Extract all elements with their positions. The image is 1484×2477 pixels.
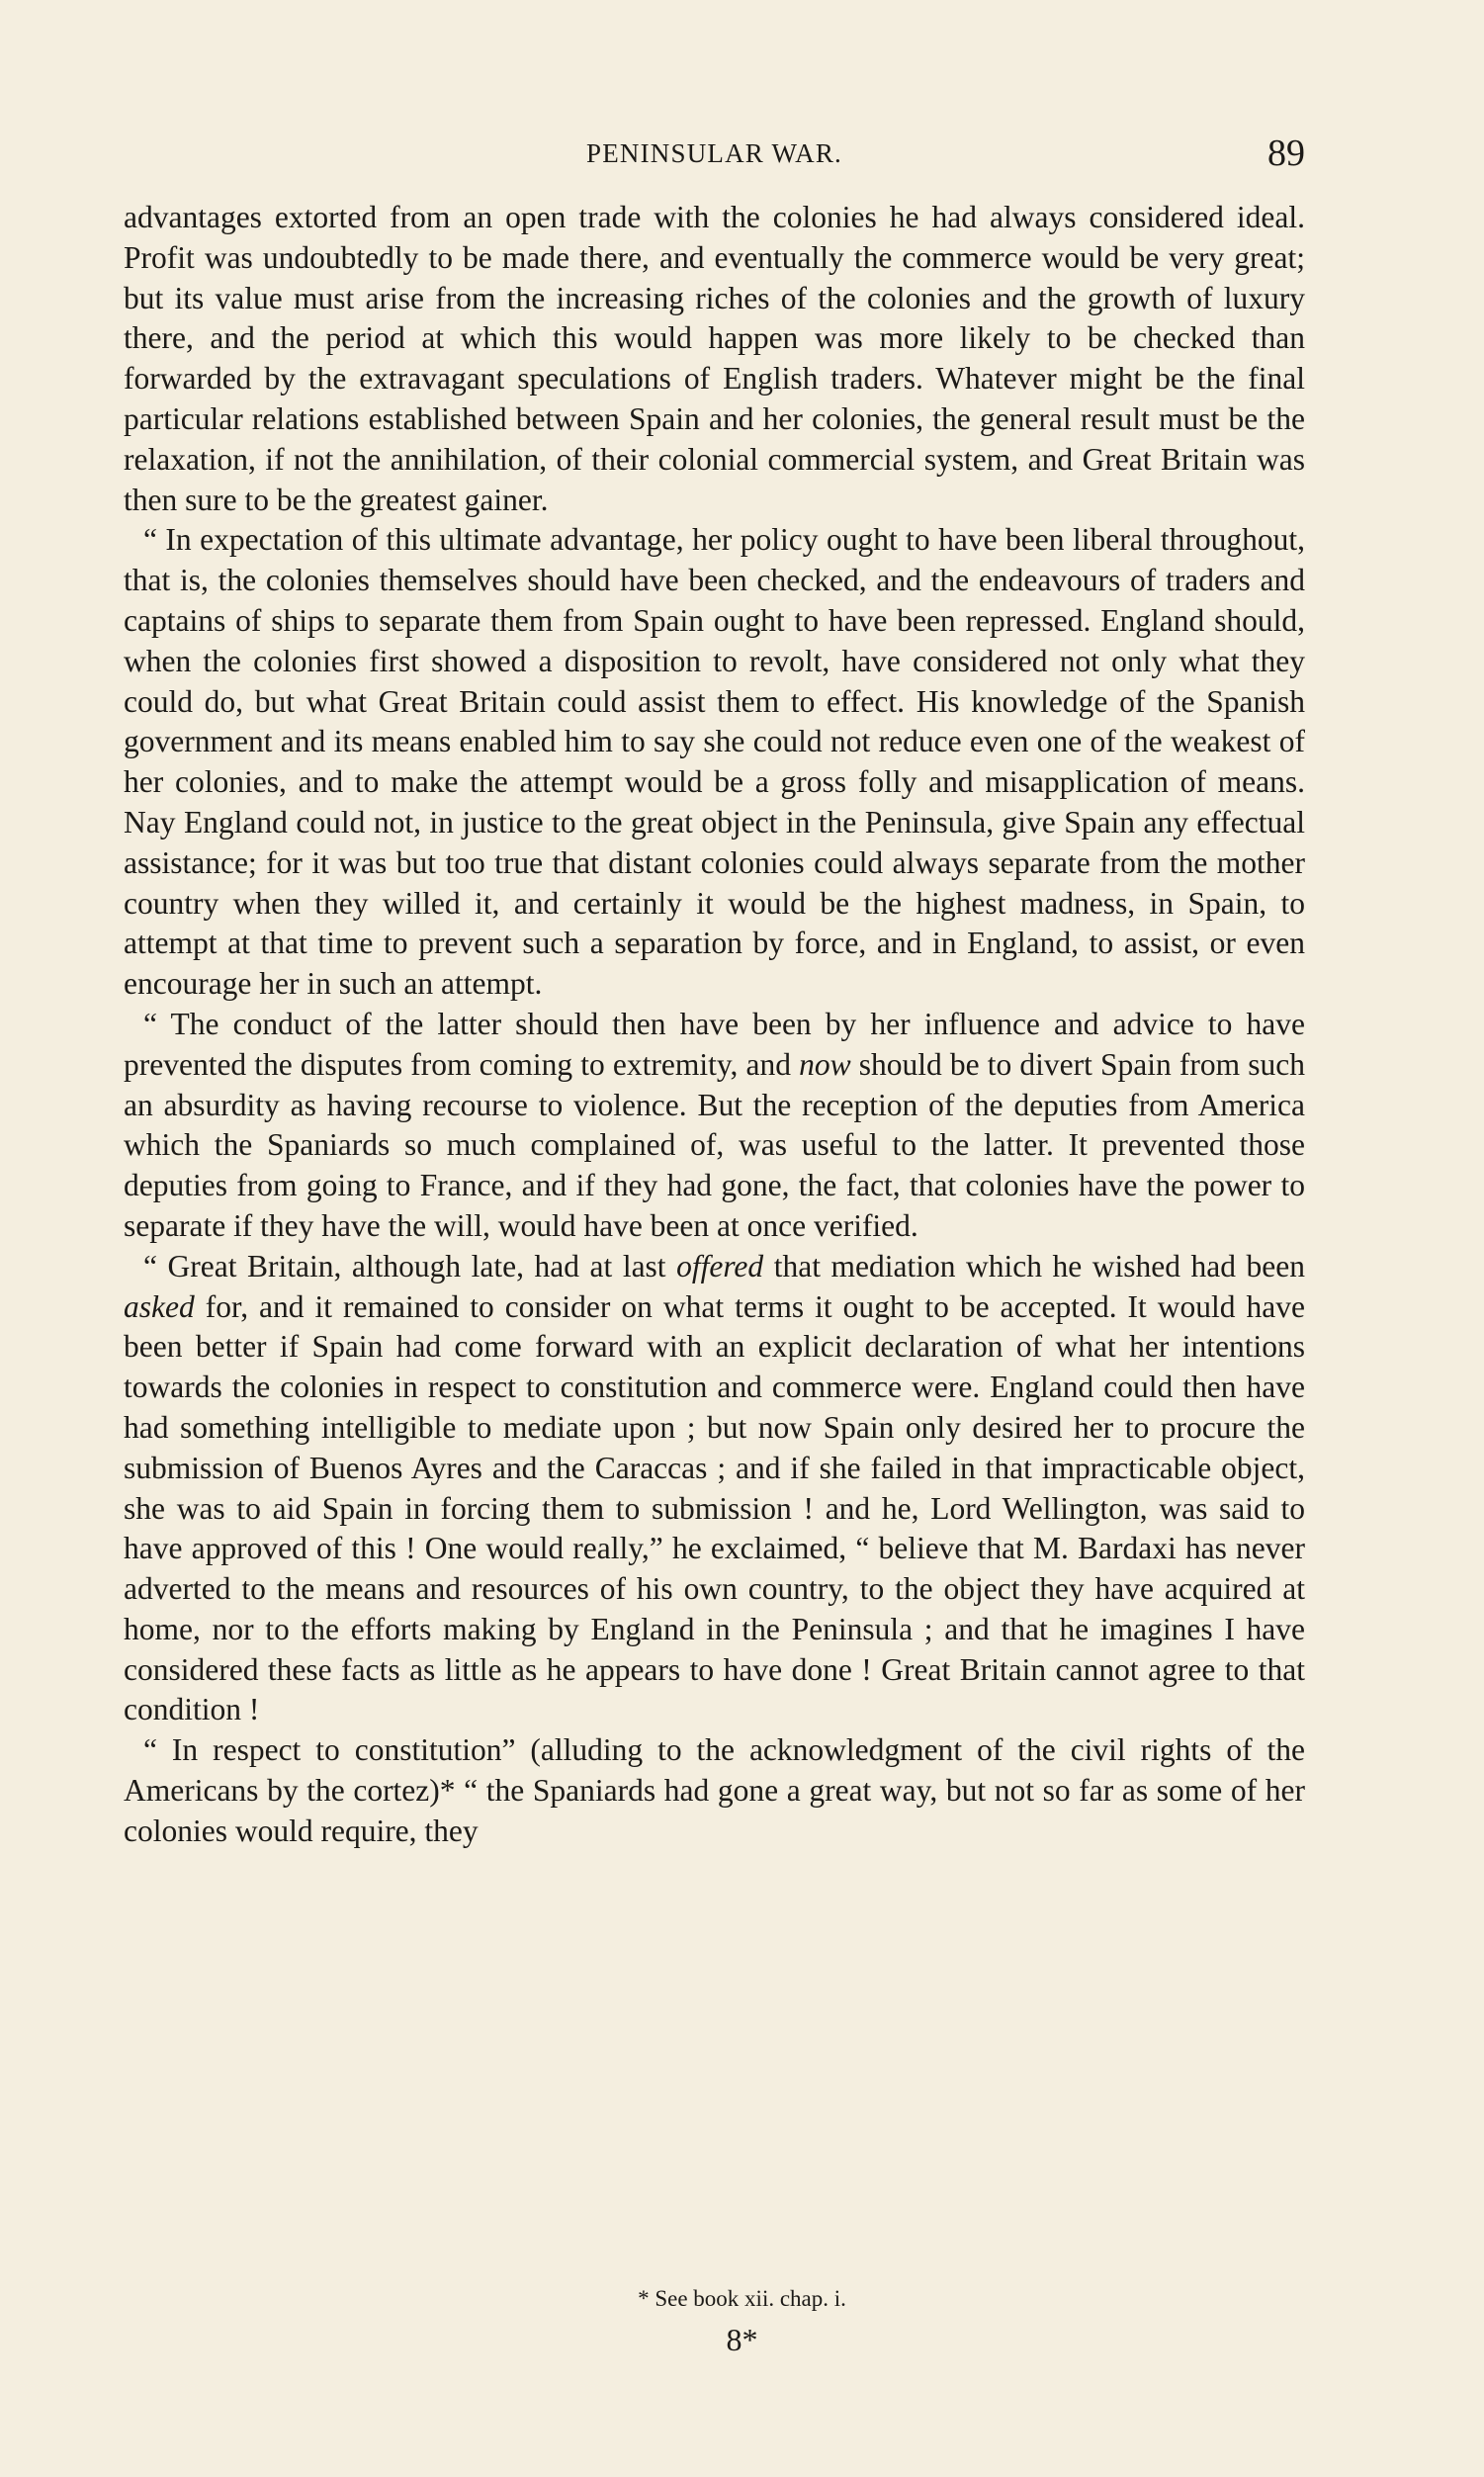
paragraph-4-text-after: for, and it remained to consider on what terms it ought to be accepted. It would have been better if Spain had come forward with an explicit declaration of what her intentions towards the colonies in respect to constitution and commerce were. England could then have had something intelligible to mediate upon ; but now Spain only desired her to procure the submission of Buenos Ayres and the Caraccas ; and if she failed in that impracticable object, she was to aid Spain in forcing them to submission ! and he, Lord Wellington, was said to have approved of this ! One would really,” he exclaimed, “ believe that M. Bardaxi has never adverted to the means and resources of his own country, to the object they have acquired at home, nor to the efforts making by England in the Peninsula ; and that he imagines I have considered these facts as little as he appears to have done ! Great Britain cannot agree to that condition ! [124, 1288, 1305, 1727]
paragraph-3-text-after: should be to divert Spain from such an absurdity as having recourse to violence. But the reception of the deputies from America which the Spaniards so much complained of, was useful to the latter. It prevented those deputies from going to France, and if they had gone, the fact, that colonies have the power to separate if they have the will, would have been at once verified. [124, 1046, 1305, 1243]
page-number: 89 [1267, 133, 1305, 174]
emphasis-offered: offered [676, 1248, 764, 1283]
paragraph-5: “ In respect to constitution” (alluding to the acknowledgment of the civil rights of the Americans by the cortez)* “ the Spaniards had gone a great way, but not so far as some of her colonies would require, they [124, 1732, 1305, 1848]
paragraph-4-text-before: “ Great Britain, although late, had at last [143, 1248, 677, 1283]
paragraph-3-text-before: “ The conduct of the latter should then have been by her influence and advice to have prevented the disputes from coming to extremity, and [124, 1006, 1305, 1082]
emphasis-asked: asked [124, 1288, 195, 1324]
body-text [124, 198, 1305, 1852]
footnote: * See book xii. chap. i. [638, 2286, 846, 2311]
paragraph-4 [124, 1247, 1305, 1731]
running-title: PENINSULAR WAR. [585, 138, 843, 168]
paragraph-2: “ In expectation of this ultimate advantage, her policy ought to have been liberal throughout, that is, the colonies themselves should have been checked, and the endeavours of traders and captains of ships to separate them from Spain ought to have been repressed. England should, when the colonies first showed a disposition to revolt, have considered not only what they could do, but what Great Britain could assist them to effect. His knowledge of the Spanish government and its means enabled him to say she could not reduce even one of the weakest of her colonies, and to make the attempt would be a gross folly and misapplication of means. Nay England could not, in justice to the great object in the Peninsula, give Spain any effectual assistance; for it was but too true that distant colonies could always separate from the mother country when they willed it, and certainly it would be the highest madness, in Spain, to attempt at that time to prevent such a separation by force, and in England, to assist, or even encourage her in such an attempt. [124, 522, 1305, 1002]
paragraph-3 [124, 1005, 1305, 1247]
running-head [124, 131, 1305, 176]
paragraph-1: advantages extorted from an open trade with the colonies he had always considered ideal. Profit was undoubtedly to be made there, and eventually the commerce would be very great; but its value must arise from the increasing riches of the colonies and the growth of luxury there, and the period at which this would happen was more likely to be checked than forwarded by the extravagant speculations of English traders. Whatever might be the final particular relations established between Spain and her colonies, the general result must be the relaxation, if not the annihilation, of their colonial commercial system, and Great Britain was then sure to be the greatest gainer. [124, 200, 1305, 517]
emphasis-now: now [799, 1046, 851, 1082]
paragraph-4-text-middle: that mediation which he wished had been [763, 1248, 1306, 1283]
signature-mark: 8* [726, 2322, 758, 2357]
